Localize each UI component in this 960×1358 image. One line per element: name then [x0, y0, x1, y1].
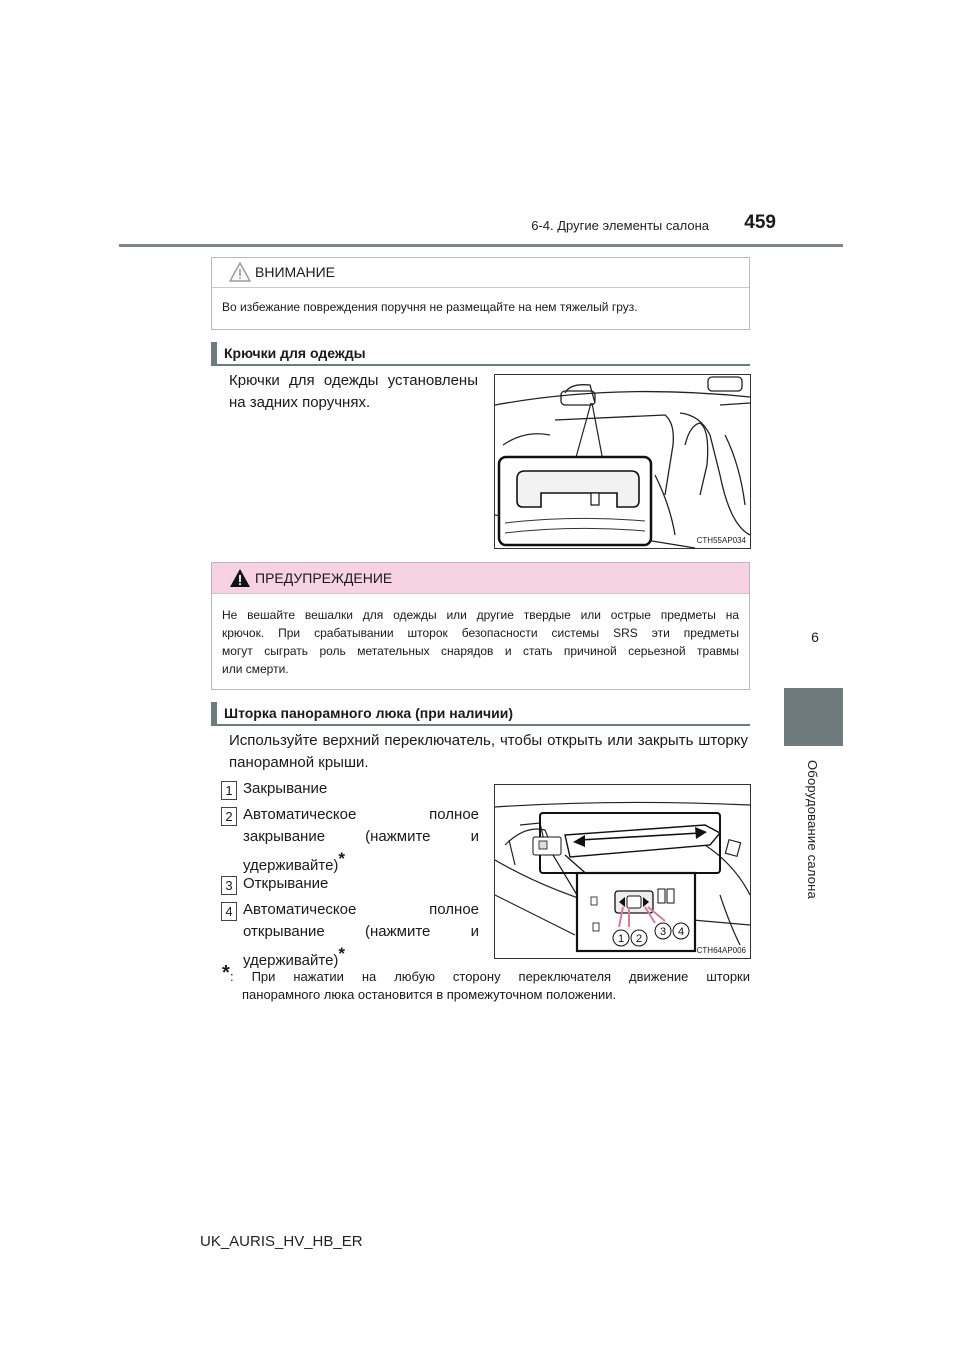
caution-triangle-icon [229, 262, 251, 282]
footnote-mark: * [222, 962, 230, 984]
caution-title: ВНИМАНИЕ [255, 264, 336, 280]
coat-hook-illustration [494, 374, 751, 549]
warning-box [211, 562, 750, 690]
item-number-badge: 1 [221, 781, 237, 800]
roof-shade-switch-illustration [494, 784, 751, 959]
header-rule [119, 244, 843, 247]
footnote: * : При нажатии на любую сторону переключателя движение шторки панорамного люка остановится в промежуточном положении. [222, 962, 750, 1002]
figure-code: CTH64AP006 [696, 946, 746, 955]
item-number-badge: 4 [221, 902, 237, 921]
warning-title: ПРЕДУПРЕЖДЕНИЕ [255, 570, 393, 586]
section-heading-hooks [211, 342, 750, 366]
caution-header [212, 258, 749, 288]
warning-header [212, 563, 749, 594]
list-item-close: Закрывание [243, 780, 328, 797]
warning-text: Не вешайте вешалки для одежды или другие твердые или острые предметы на крючок. При срабатывании шторок безопасности системы SRS эти предметы могут сыграть роль метательных снарядов и стать причиной серьезной травмы или смерти. [222, 608, 739, 676]
callout-1: 1 [617, 933, 625, 945]
hooks-description: Крючки для одежды установлены на задних поручнях. [229, 372, 478, 411]
callout-2: 2 [635, 933, 643, 945]
section-heading-shade [211, 702, 750, 726]
list-item-auto-open: Автоматическое полное открывание (нажмите и удерживайте)* [243, 901, 479, 969]
chapter-tab [784, 688, 843, 746]
chapter-number: 6 [811, 629, 819, 645]
figure-code: CTH55AP034 [696, 536, 746, 545]
list-item-open: Открывание [243, 875, 329, 892]
page-number: 459 [744, 212, 776, 233]
list-item-auto-close: Автоматическое полное закрывание (нажмите и удерживайте)* [243, 806, 479, 874]
caution-box [211, 257, 750, 330]
item-number-badge: 2 [221, 807, 237, 826]
callout-3: 3 [659, 926, 667, 938]
section-title: 6-4. Другие элементы салона [531, 218, 709, 233]
callout-4: 4 [677, 926, 685, 938]
document-id: UK_AURIS_HV_HB_ER [200, 1233, 363, 1250]
shade-intro: Используйте верхний переключатель, чтобы открыть или закрыть шторку панорамной крыши. [229, 732, 748, 771]
caution-text: Во избежание повреждения поручня не размещайте на нем тяжелый груз. [222, 300, 638, 314]
warning-triangle-icon [229, 568, 251, 588]
chapter-title: Оборудование салона [805, 760, 820, 899]
section-heading-shade-text: Шторка панорамного люка (при наличии) [224, 705, 514, 721]
section-heading-hooks-text: Крючки для одежды [224, 345, 366, 361]
item-number-badge: 3 [221, 876, 237, 895]
